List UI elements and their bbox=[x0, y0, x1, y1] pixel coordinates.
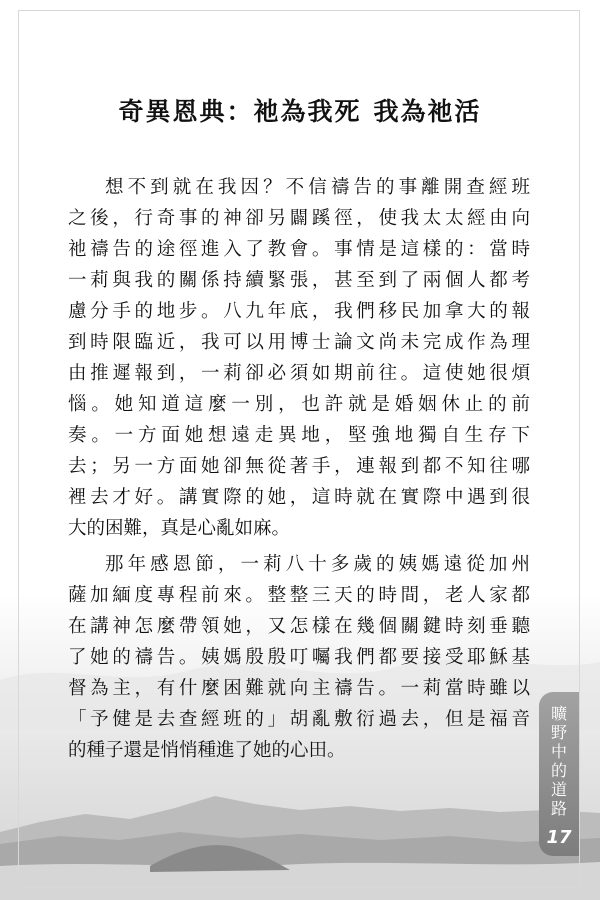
text-line: 的種子還是悄悄種進了她的心田。 bbox=[68, 740, 346, 761]
book-title-vertical bbox=[539, 704, 579, 818]
chapter-title bbox=[90, 92, 510, 128]
book-title-char: 的 bbox=[550, 761, 567, 780]
book-title-char: 中 bbox=[550, 742, 567, 761]
text-line: 祂禱告的途徑進入了教會。事情是這樣的：當時 bbox=[68, 239, 530, 260]
book-title-char: 曠 bbox=[550, 704, 567, 723]
chapter-title-part-2: 我為祂活 bbox=[373, 97, 482, 126]
text-line: 奏。一方面她想遠走異地，堅強地獨自生存下 bbox=[68, 425, 530, 446]
book-title-char: 道 bbox=[550, 780, 567, 799]
chapter-title-part-1: 奇異恩典：祂為我死 bbox=[118, 97, 362, 126]
text-line: 那年感恩節，一莉八十多歲的姨媽遠從加州 bbox=[105, 554, 530, 575]
text-line: 慮分手的地步。八九年底，我們移民加拿大的報 bbox=[68, 301, 530, 322]
text-line: 薩加緬度專程前來。整整三天的時間，老人家都 bbox=[68, 585, 530, 606]
text-line: 惱。她知道這麼一別，也許就是婚姻休止的前 bbox=[68, 394, 530, 415]
text-line: 去；另一方面她卻無從著手，連報到都不知往哪 bbox=[68, 456, 530, 477]
text-line: 了她的禱告。姨媽殷殷叮囑我們都要接受耶穌基 bbox=[68, 647, 530, 668]
text-line: 裡去才好。講實際的她，這時就在實際中遇到很 bbox=[68, 487, 530, 508]
text-line: 大的困難，真是心亂如麻。 bbox=[68, 518, 291, 539]
text-line: 一莉與我的關係持續緊張，甚至到了兩個人都考 bbox=[68, 270, 530, 291]
paragraph-2 bbox=[68, 549, 530, 766]
text-line: 在講神怎麼帶領她，又怎樣在幾個關鍵時刻垂聽 bbox=[68, 616, 530, 637]
side-tab bbox=[539, 692, 579, 856]
paragraph-1 bbox=[68, 172, 530, 544]
book-title-char: 野 bbox=[550, 723, 567, 742]
text-line: 督為主，有什麼困難就向主禱告。一莉當時雖以 bbox=[68, 678, 530, 699]
text-line: 之後，行奇事的神卻另闢蹊徑，使我太太經由向 bbox=[68, 208, 530, 229]
book-title-char: 路 bbox=[550, 799, 567, 818]
text-line: 到時限臨近，我可以用博士論文尚未完成作為理 bbox=[68, 332, 530, 353]
page-number: 17 bbox=[546, 827, 572, 848]
body-text bbox=[68, 172, 530, 771]
text-line: 想不到就在我因？不信禱告的事離開查經班 bbox=[105, 177, 530, 198]
text-line: 「予健是去查經班的」胡亂敷衍過去，但是福音 bbox=[68, 709, 530, 730]
text-line: 由推遲報到，一莉卻必須如期前往。這使她很煩 bbox=[68, 363, 530, 384]
